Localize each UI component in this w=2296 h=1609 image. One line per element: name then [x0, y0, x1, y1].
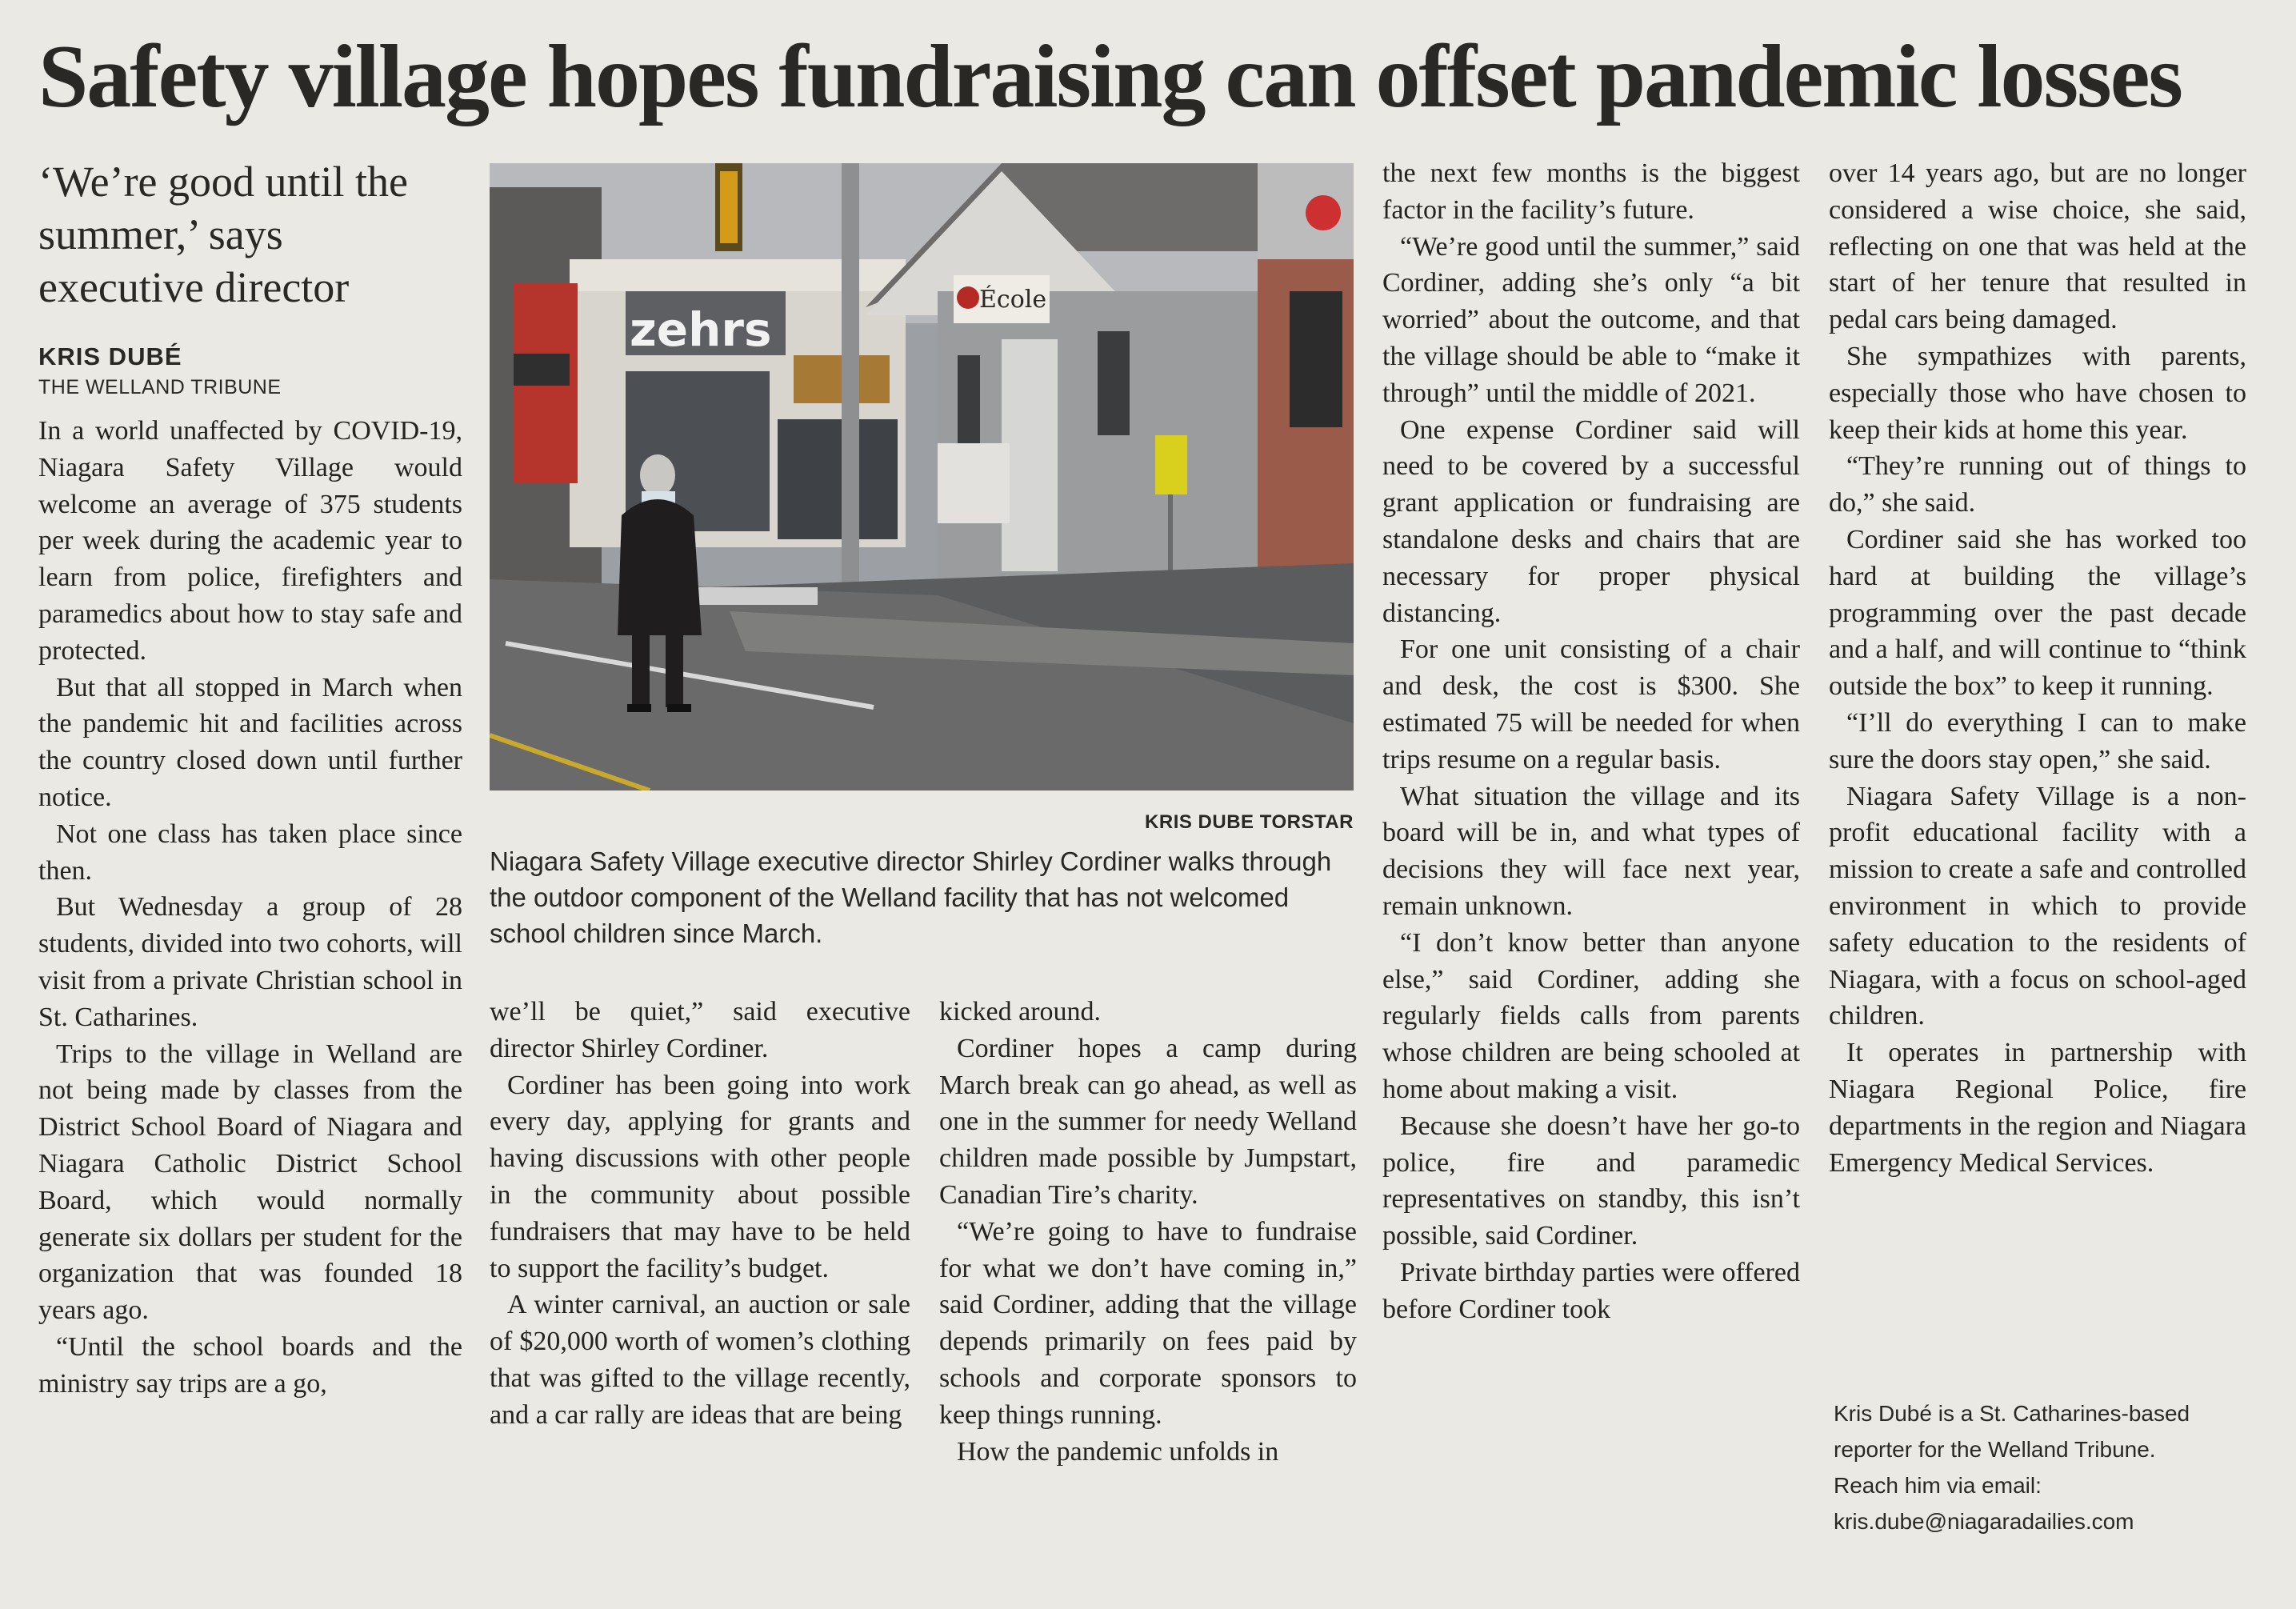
- headline: Safety village hopes fundraising can offset pandemic losses: [38, 27, 2182, 126]
- store-sign: zehrs: [630, 302, 772, 357]
- deck-subheadline: ‘We’re good until the summer,’ says executive director: [38, 158, 409, 311]
- paragraph: “We’re going to have to fundraise for what we don’t have coming in,” said Cordiner, adding that the village depends primarily on fees paid by schools and corporate sponsors to keep things running.: [939, 1216, 1357, 1430]
- paragraph: “They’re running out of things to do,” she said.: [1829, 451, 2246, 518]
- photo-caption: Niagara Safety Village executive director Shirley Cordiner walks through the outdoor component of the Welland facility that has not welcomed school children since March.: [490, 847, 1332, 948]
- paragraph: the next few months is the biggest factor in the facility’s future.: [1382, 158, 1800, 225]
- paragraph: Cordiner said she has worked too hard at building the village’s programming over the past decade and a half, and will continue to “think outside the box” to keep it running.: [1829, 524, 2246, 702]
- paragraph: Trips to the village in Welland are not being made by classes from the District School Board of Niagara and Niagara Catholic District School Board, which would normally generate six dollars per student for the organization that was founded 18 years ago.: [38, 1039, 462, 1326]
- paragraph: “Until the school boards and the ministry say trips are a go,: [38, 1331, 462, 1399]
- paragraph: A winter carnival, an auction or sale of $20,000 worth of women’s clothing that was gifted to the village recently, and a car rally are ideas that are being: [490, 1290, 910, 1430]
- paragraph: Cordiner has been going into work every day, applying for grants and having discussions with other people in the community about possible fundraisers that may have to be held to support the facility’s budget.: [490, 1070, 910, 1283]
- article-column-2: [490, 994, 910, 1434]
- byline-publication: THE WELLAND TRIBUNE: [38, 376, 282, 398]
- paragraph: Cordiner hopes a camp during March break can go ahead, as well as one in the summer for needy Welland children made possible by Jumpstart, Canadian Tire’s charity.: [939, 1033, 1357, 1210]
- paragraph: What situation the village and its board will be in, and what types of decisions they will face next year, remain unknown.: [1382, 781, 1800, 921]
- author-tagline: [1834, 1395, 2250, 1539]
- article-column-4: [1382, 155, 1800, 1328]
- paragraph: For one unit consisting of a chair and desk, the cost is $300. She estimated 75 will be needed for when trips resume on a regular basis.: [1382, 634, 1800, 774]
- paragraph: kicked around.: [939, 997, 1102, 1027]
- paragraph: Private birthday parties were offered before Cordiner took: [1382, 1257, 1800, 1324]
- tagline-line: Reach him via email:: [1834, 1473, 2042, 1498]
- paragraph: we’ll be quiet,” said executive director Shirley Cordiner.: [490, 997, 910, 1063]
- photo-illustration: [490, 163, 1354, 790]
- paragraph: One expense Cordiner said will need to be covered by a successful grant application or fundraising are standalone desks and chairs that are necessary for proper physical distancing.: [1382, 414, 1800, 628]
- tagline-line: reporter for the Welland Tribune.: [1834, 1437, 2156, 1462]
- paragraph: “We’re good until the summer,” said Cordiner, adding she’s only “a bit worried” about the outcome, and that the village should be able to “make it through” until the middle of 2021.: [1382, 231, 1800, 408]
- paragraph: “I don’t know better than anyone else,” said Cordiner, adding she regularly fields calls from parents whose children are being schooled at home about making a visit.: [1382, 927, 1800, 1104]
- school-sign: École: [979, 286, 1047, 314]
- article-column-1: [38, 413, 462, 1403]
- paragraph: But that all stopped in March when the pandemic hit and facilities across the country closed down until further notice.: [38, 672, 462, 812]
- byline-author: KRIS DUBÉ: [38, 342, 182, 370]
- paragraph: over 14 years ago, but are no longer considered a wise choice, she said, reflecting on one that was held at the start of her tenure that resulted in pedal cars being damaged.: [1829, 158, 2246, 335]
- article-photo: [490, 163, 1354, 790]
- paragraph: It operates in partnership with Niagara Regional Police, fire departments in the region and Niagara Emergency Medical Services.: [1829, 1038, 2246, 1178]
- paragraph: She sympathizes with parents, especially those who have chosen to keep their kids at home this year.: [1829, 341, 2246, 445]
- paragraph: Because she doesn’t have her go-to police, fire and paramedic representatives on standby, this isn’t possible, said Cordiner.: [1382, 1111, 1800, 1251]
- tagline-line: Kris Dubé is a St. Catharines-based: [1834, 1401, 2190, 1426]
- paragraph: Not one class has taken place since then.: [38, 819, 462, 886]
- photo-credit: KRIS DUBE TORSTAR: [1145, 811, 1354, 833]
- paragraph: How the pandemic unfolds in: [957, 1436, 1279, 1467]
- paragraph: In a world unaffected by COVID-19, Niagara Safety Village would welcome an average of 375 students per week during the academic year to learn from police, firefighters and paramedics about how to stay safe and protected.: [38, 416, 462, 666]
- author-email: kris.dube@niagaradailies.com: [1834, 1509, 2134, 1534]
- paragraph: Niagara Safety Village is a non-profit educational facility with a mission to create a safe and controlled environment in which to provide safety education to the residents of Niagara, with a focus on school-aged children.: [1829, 781, 2246, 1031]
- article-column-3: [939, 994, 1357, 1470]
- article-column-5: [1829, 155, 2246, 1181]
- paragraph: But Wednesday a group of 28 students, divided into two cohorts, will visit from a private Christian school in St. Catharines.: [38, 892, 462, 1032]
- paragraph: “I’ll do everything I can to make sure the doors stay open,” she said.: [1829, 707, 2246, 774]
